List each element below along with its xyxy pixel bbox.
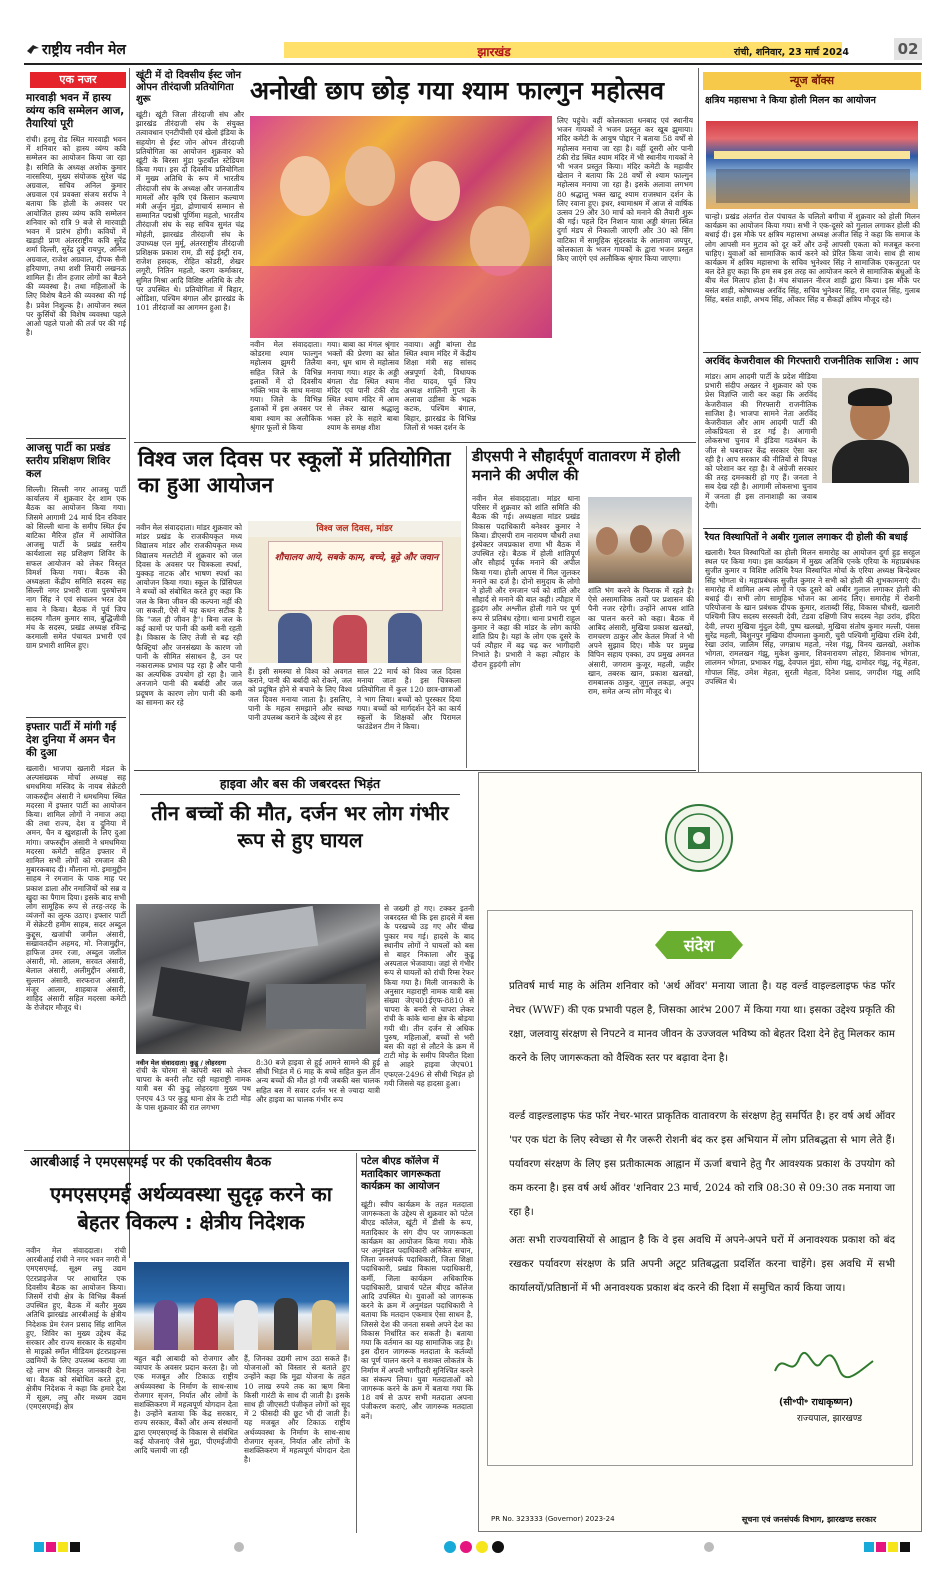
rbi-col1: नवीन मेल संवाददाता। रांची आरबीआई रांची ने नगर भवन नगरी में एमएसएमई, सूक्ष्म लघु उद्यम एंटरप्राइजेज पर आधारित एक दिवसीय बैठक का आयोजन किया। जिसमें रांची क्षेत्र के विभिन्न बैंकर्स उपस्थित हुए, बैठक में बतौर मुख्य अतिथि झारखंड आरबीआई के क्षेत्रीय निदेशक प्रेम रंजन प्रसाद सिंह शामिल हुए, शिविर का मुख्य उद्देश्य केंद्र सरकार और राज्य सरकार के सहयोग से माइक्रो स्मॉल मीडियम इंटरप्राइज्स उद्यमियों के लिए उपलब्ध कराया जा रहे लाभ की विस्तृत जानकारी देना था। बैठक को संबोधित करते हुए, क्षेत्रीय निदेशक ने कहा कि हमारे देश में सूक्ष्म, लघु और मध्यम उद्यम (एमएसएमई) क्षेत्र bbox=[26, 1246, 126, 1412]
divider bbox=[134, 442, 696, 443]
dateline: रांची, शनिवार, 23 मार्च 2024 bbox=[734, 47, 849, 58]
saudharpurna-headline: डीएसपी ने सौहार्दपूर्ण वातावरण में होली मनाने की अपील की bbox=[472, 449, 681, 484]
signatory-title: राज्यपाल, झारखण्ड bbox=[797, 1414, 862, 1424]
divider bbox=[26, 438, 126, 439]
divider bbox=[140, 794, 460, 795]
news-box-n3-head: रैयत विस्थापितों ने अबीर गुलाल लगाकर दी होली की बधाई bbox=[705, 532, 908, 543]
ek-nazar-s1-head: मारवाड़ी भवन में हास्य व्यंग्य कवि सम्मेलन आज, तैयारियां पूरी bbox=[26, 92, 125, 130]
haiwa-bus-col1: रांची के चोरमा से कांपरी बस को लेकर चापरा के बनरी लौट रही महाराष्ट्री नामक यात्री बस की कुडू लोहरदगा मुख्य पथ एनएच 43 पर कुडू थाना क्षेत्र के टाटी मोड़ के पास शुक्रवार की रात लगभग bbox=[136, 1066, 251, 1112]
section-title: झारखंड bbox=[477, 45, 511, 59]
col-rule-rbi bbox=[356, 1153, 357, 1533]
jal-divas-col2: हैं। इसी समस्या से विश्व को अवगत कराने, पानी की बर्बादी को रोकने, जल को प्रदूषित होने से बचाने के लिए विश्व जल दिवस मनाया जाता है। इसलिए, पानी के महत्व समझाने और स्वच्छ पानी उपलब्ध कराने के उद्देश्य से हर bbox=[248, 667, 352, 723]
banner-text: विश्व जल दिवस, मांडर bbox=[248, 521, 461, 537]
divider bbox=[703, 528, 921, 529]
accident-photo bbox=[136, 904, 380, 1054]
governor-signature bbox=[769, 1345, 879, 1385]
dept-footer: सूचना एवं जनसंपर्क विभाग, झारखण्ड सरकार bbox=[741, 1515, 877, 1524]
rbi-col3: हैं, जिनका उद्यमी लाभ उठा सकते हैं। योजनाओं को विस्तार से बताते हुए उन्होंने कहा कि मुद्रा योजना के तहत 10 लाख रुपये तक का ऋण बिना किसी गारंटी के साथ दी जाती है। इसके साथ ही जीएसटी पंजीकृत लोगों को सूद में 2 फीसदी की छूट भी दी जाती है। यह मजबूत और टिकाऊ राष्ट्रीय अर्थव्यवस्था के निर्माण के साथ-साथ रोजगार सृजन, निर्यात और लोगों के सशक्तिकरण में महत्वपूर्ण योगदान देता है। bbox=[244, 1354, 350, 1465]
phalgun-col1: नवीन मेल संवाददाता। कोडरमा श्याम फाल्गुन महोत्सव झुमरी तिलैया सहित जिले के विभिन्न इलाकों में दो दिवसीय भक्ति भाव के साथ मनाया गया। जिले के विभिन्न इलाकों में इस अवसर पर बाबा श्याम का अलौकिक श्रृंगार फूलों से किया bbox=[250, 340, 322, 432]
col-rule-right bbox=[698, 68, 699, 824]
news-box-n3-body: खलारी। रैयत विस्थापितों का होली मिलन समारोह का आयोजन दुर्गा हुड़ सरहुल स्थल पर किया गया। इस कार्यक्रम में मुख्य अतिथि एनके एरिया के महाप्रबंधक सुजीत कुमार व विशिष्ट अतिथि रैयत विस्थापित मोर्चा के एरिया अध्यक्ष बिन्देश्वर सिंह भोगता थे। महाप्रबंधक सुजीत कुमार ने सभी को होली की शुभकामनाएं दी। समारोह में शामिल अन्य लोगों ने एक दूसरे को अबीर गुलाल लगाकर होली की बधाई दी। सभी लोग सामूहिक भोजन का आनंद लिए। समारोह में रोशनी परियोजना के खान प्रबंधक दीपक कुमार, शताब्दी सिंह, विकास चौधरी, खलारी पश्चिमी जिप सदस्य सरस्वती देवी, टंडवा दक्षिणी जिप सदस्य नेहा उरांव, इंदिरा देवी, लपरा मुखिया मुंदुल देवी, पुष्प खलखो, मुखिया संतोष कुमार मल्ली, पंसस सुरेंद्र महली, बिशुनपुर मुखिया दीपमाला कुमारी, चुरी पश्चिमी मुखिया रश्मि देवी, रेखा उरांव, जालिम सिंह, जगन्नाथ महतो, नरेश गंझू, विनय खलखो, अशोक भोगता, रामलखन गंझू, मुकेश कुमार, शिवनारायण लोहरा, शिवनाथ भोगता, लालमन भोगता, प्रभाकर गंझू, देवपाल मुंडा, सोमा गंझू, दामोदर गंझू, नंदू मेहता, गोपाल सिंह, उमेश मेहता, सुरती मेहता, दिनेश प्रसाद, जगदीश गंझू आदि उपस्थित थे। bbox=[705, 548, 920, 686]
patel-body: खूंटी। स्वीप कार्यक्रम के तहत मतदाता जागरूकता के उद्देश्य से शुक्रवार को पटेल बीएड कॉलेज, खूंटी में डीसी के रूप, मतादिकार के संग दीप पर जागरूकता कार्यक्रम का आयोजन किया गया। मौके पर अनुमंडल पदाधिकारी अनिकेत सचान, जिला जनसंपर्क पदाधिकारी, जिला शिक्षा पदाधिकारी, प्रखंड विकास पदाधिकारी, कर्मी, जिला कार्यक्रम अधिकारिक पदाधिकारी, प्राचार्य पटेल बीएड कॉलेज आदि उपस्थित थे। युवाओं को जागरूक करने के क्रम में अनुमंडल पदाधिकारी ने बताया कि मतदान एकमात्र ऐसा साधन है, जिससे देश की जनता सबसे अपने देश का विकास निर्धारित कर सकती है। बताया गया कि वर्तमान का यह सामाजिक जड़ है। इस दौरान जागरूक मतदाता के कर्तव्यों का पूर्ण पालन करने व सशक्त लोकतंत्र के निर्माण में अपनी भागीदारी सुनिश्चित करने का संकल्प लिया। युवा मतदाताओं को जागरूक करने के क्रम में बताया गया कि 18 वर्ष से ऊपर सभी मतदाता अपना पंजीकरण कराएं, और जागरूक मतदाता बनें। bbox=[361, 1200, 473, 1421]
news-box-n1-head: क्षत्रिय महासभा ने किया होली मिलन का आयोजन bbox=[705, 95, 876, 106]
phalgun-col3: नवाया। अड्डी बांग्ला रोड स्थित श्याम मंदिर में केंद्रीय शिक्षा मंत्री सह सांसद अन्नपूर्णा देवी, विधायक नीरा यादव, पूर्व जिप अध्यक्ष शालिनी गुप्ता के अलावा उड़ीसा के भद्रक कटक, पश्चिम बंगाल, बिहार, झारखंड के विभिन्न जिलों से भक्त दर्शन के bbox=[404, 340, 476, 432]
jal-divas-col3: साल 22 मार्च को विश्व जल दिवस मनाया जाता है। इस चित्रकला प्रतियोगिता में कुल 120 छात्र-छात्राओं ने भाग लिया। बच्चों को पुरस्कार दिया गया। बच्चों को मार्गदर्शन देने का कार्य स्कूलों के शिक्षकों और पिरामल फाउंडेशन टीम ने किया। bbox=[357, 667, 461, 732]
sandesh-notice bbox=[478, 772, 922, 1532]
divider bbox=[26, 717, 126, 718]
haiwa-bus-headline: तीन बच्चों की मौत, दर्जन भर लोग गंभीर रूप से हुए घायल bbox=[151, 801, 449, 852]
paper-name: राष्ट्रीय नवीन मेल bbox=[42, 42, 126, 58]
drawing-sheet bbox=[268, 541, 443, 611]
ek-nazar-s2-head: आजसु पार्टी का प्रखंड स्तरीय प्रशिक्षण शिविर कल bbox=[26, 442, 111, 480]
sandesh-p1: प्रतिवर्ष मार्च माह के अंतिम शनिवार को 'अर्थ ऑवर' मनाया जाता है। यह वर्ल्ड वाइल्डलाइफ फंड फॉर नेचर (WWF) की एक प्रभावी पहल है, जिसका आरंभ 2007 में किया गया था। इसका उद्देश्य प्रकृति की रक्षा, जलवायु संरक्षण से निपटने व मानव जीवन के उज्जवल भविष्य को बेहतर दिशा देने हेतु मिलकर काम करने के लिए जागरूकता को वैश्विक स्तर पर बढ़ावा देना है। bbox=[509, 981, 895, 1064]
patel-head: पटेल बीएड कॉलेज में मतादिकार जागरूकता कार्यक्रम का आयोजन bbox=[361, 1156, 441, 1192]
phalgun-col2: गया। बाबा का मंगल श्रृंगार भक्तों की प्रेरणा का स्रोत बना, धूम धाम से महोत्सव मनाया गया। शहर के अड्डी बंगला रोड स्थित श्याम मंदिर एवं पानी टंकी रोड स्थित श्याम मंदिर में आम से लेकर खास श्रद्धालु भक्त हरे के सहारे बाबा श्याम के समक्ष शीश bbox=[327, 340, 399, 432]
rbi-headline: एमएसएमई अर्थव्यवस्था सुदृढ़ करने का बेहतर विकल्प : क्षेत्रीय निदेशक bbox=[50, 1182, 332, 1234]
ek-nazar-s2-body: सिल्ली। सिल्ली नगर आजसु पार्टी कार्यालय में शुक्रवार देर शाम एक बैठक का आयोजन किया गया। जिसमे आगामी 24 मार्च दिन रविवार को सिल्ली थाना के समीप स्थित ईच बाटिका मैरिज हॉल में आयोजित आजसु पार्टी के प्रखंड स्तरीय कार्यशाला सह प्रशिक्षण शिविर के सफल आयोजन को लेकर विस्तृत विमर्श किया गया। बैठक की अध्यक्षता केंद्रीय समिति सदस्य सह सिल्ली नगर प्रभारी राजा पुरुषोत्तम नाग सिंह ने एवं संचालन भरत देव साव ने किया। बैठक में पूर्व जिप सदस्य गौतम कुमार साव, बुद्धिजीवी मंच के सदस्य, प्रखंड अध्यक्ष रविन्द्र करमाली समेत पंचायत प्रभारी एवं ग्राम प्रभारी शामिल हुए। bbox=[26, 485, 126, 651]
bird-logo-icon bbox=[26, 41, 40, 55]
color-registration-strip bbox=[24, 1540, 922, 1554]
jal-divas-headline: विश्व जल दिवस पर स्कूलों में प्रतियोगिता का हुआ आयोजन bbox=[138, 446, 451, 497]
haiwa-bus-kicker: हाइवा और बस की जबरदस्त भिड़ंत bbox=[219, 776, 381, 791]
sandesh-title: संदेश bbox=[683, 936, 715, 955]
sandesh-p2: वर्ल्ड वाइल्डलाइफ फंड फॉर नेचर-भारत प्राकृतिक वातावरण के संरक्षण हेतु समर्पित है। हर वर्ष अर्थ ऑवर 'पर एक घंटा के लिए स्वेच्छा से गैर जरूरी रोशनी बंद कर इस अभियान में लोग प्रतिबद्धता से भाग लेते हैं। पर्यावरण संरक्षण के लिए इस प्रतीकात्मक आह्वान में ऊर्जा बचाने हेतु गैर आवश्यक प्रकाश के उपयोग को कम करना है। इस वर्ष अर्थ ऑवर 'शनिवार 23 मार्च, 2024 को रात्रि 08:30 से 09:30 तक मनाया जा रहा है। bbox=[509, 1111, 895, 1218]
news-box-n2-head: अरविंद केजरीवाल की गिरफ्तारी राजनीतिक साजिश : आप bbox=[705, 356, 919, 367]
masthead bbox=[24, 38, 922, 62]
peace-committee-photo bbox=[588, 497, 692, 583]
signatory-name: (सी॰पी॰ राधाकृष्णन) bbox=[779, 1397, 853, 1408]
news-box-n2-body: मांडर। आम आदमी पार्टी के प्रदेश मीडिया प्रभारी संदीप अख्तर ने शुक्रवार को एक प्रेस विज्ञप्ति जारी कर कहा कि अरविंद केजरीवाल की गिरफ्तारी राजनीतिक साजिश है। भाजपा सामने नेता अरविंद केजरीवाल और आम आदमी पार्टी की लोकप्रियता से डर गई है। आगामी लोकसभा चुनाव में इंडिया गठबंधन के जीत से घबराकर केंद्र सरकार ऐसा कर रही है। आप सरकार की नीतियों से विपक्ष को परेशान कर रहा है। वे अंग्रेजी सरकार की तरह दमनकारी हो गए हैं। जनता ने सब देख रही है। आगामी लोकसभा चुनाव में जनता ही इस तानाशाही का जवाब देगी। bbox=[705, 372, 817, 510]
rajbhavan-seal-icon bbox=[664, 803, 734, 873]
masthead-rule bbox=[24, 63, 922, 65]
rbi-col2: बहुत बड़ी आबादी को रोजगार और व्यापार के अवसर प्रदान करता है। जो एक मजबूत और टिकाऊ राष्ट्रीय अर्थव्यवस्था के निर्माण के साथ-साथ रोजगार सृजन, निर्यात और लोगों के सशक्तिकरण में महत्वपूर्ण योगदान देता है। उन्होंने बताया कि केंद्र सरकार, राज्य सरकार, बैंकों और अन्य संस्थानों द्वारा एमएसएमई के विकास से संबंधित कई योजनाएं जैसे मुद्रा, पीएमईजीपी आदि चलायी जा रही bbox=[134, 1354, 238, 1456]
news-box-tag: न्यूज बॉक्स bbox=[703, 72, 921, 90]
rbi-kicker: आरबीआई ने एमएसएमई पर की एकदिवसीय बैठक bbox=[30, 1155, 272, 1170]
jal-divas-col1: नवीन मेल संवाददाता। मांडर शुक्रवार को मांडर प्रखंड के राजकीयकृत मध्य विद्यालय मांडर और राजकीयकृत मध्य विद्यालय मलटोटी में शुक्रवार को जल दिवस के अवसर पर चित्रकला स्पर्धा, युक्कड़ नाटक और भाषण स्पर्धा का आयोजन किया गया। स्कूल के प्रिंसिपल ने बच्चों को संबोधित करते हुए कहा कि जल के बिना जीवन की कल्पना नहीं की जा सकती, ऐसे में यह कथन सटीक है कि "जल ही जीवन है"। बिना जल के कई कामों पर पानी की कमी बनी रहती है। विकास के लिए तेजी से बढ़ रही फैक्ट्रियां और जनसंख्या के कारण जो पानी के सीमित संसाधन है, उन पर नकारात्मक प्रभाव पड़ रहा है और पानी का अत्यधिक उपयोग हो रहा है। जाने अनजाने पानी की बर्बादी और जल प्रदूषण के कारण लोग पानी की कमी का सामना कर रहे bbox=[136, 523, 242, 707]
ek-nazar-s3-head: इफ्तार पार्टी में मांगी गई देश दुनिया में अमन चैन की दुआ bbox=[26, 721, 117, 759]
saudharpurna-col2: शांति भंग करने के फिराक में रहते है। ऐसे असामाजिक तत्वों पर प्रशासन की पैनी नजर रहेगी। उन्होंने आपस शांति का पालन करने को कहा। बैठक में आबिद अंसारी, मुखिया प्रकाश खलखो, रामचरण ठाकुर और केतल मिर्जा ने भी अपने सुझाव दिए। मौके पर प्रमुख विपिन सहाय एक्का, उप प्रमुख अमनत अंसारी, जगराम कुजूर, महली, जहीर खान, तबरक खान, प्रकाश खलखो, रामबालक ठाकुर, जुगुल लकड़ा, अनूप राम, समेत अन्य लोग मौजूद थे। bbox=[588, 586, 694, 697]
ek-nazar-tag: एक नजर bbox=[30, 72, 126, 88]
haiwa-bus-col3: से जख्मी हो गए। टक्कर इतनी जबरदस्त थी कि इस हादसे में बस के परखच्चे उड़ गए और चीख पुकार मच गई। हादसे के बाद स्थानीय लोगों ने घायलों को बस से बाहर निकाला और कुडू अस्पताल भेजवाया। जहां से गंभीर रूप से घायलों को रांची रिम्स रेफर किया गया है। मिली जानकारी के अनुसार महाराष्ट्री नामक यात्री बस संख्या जेएच01ईएफ-8810 से चापरा के बनरी से चापरा लेकर रांची के कांके थाना क्षेत्र के बोड़या गयी थी। तीन दर्जन से अधिक पुरुष, महिलाओं, बच्चों से भरी बस की वहां से लौटने के क्रम में टाटी मोड़ के समीप विपरीत दिशा से आहरे हाइवा जेएच01 एफएल-2496 से सीधी भिड़ंत हो गयी जिससे यह हादसा हुआ। bbox=[384, 904, 474, 1088]
holi-celebration-photo bbox=[250, 116, 552, 338]
sandesh-p3: अतः सभी राज्यवासियों से आह्वान है कि वे इस अवधि में अपने-अपने घरों में अनावश्यक प्रकाश को बंद रखकर पर्यावरण संरक्षण के प्रति अपनी अटूट प्रतिबद्धता प्रदर्शित करना चाहेंगे। इस अवधि में सभी कार्यालयों/प्रतिष्ठानों में भी अनावश्यक प्रकाश बंद करने की दिशा में समुचित कार्य किया जाय। bbox=[509, 1235, 895, 1294]
divider bbox=[24, 1150, 476, 1151]
ek-nazar-s1-body: रांची। हरमू रोड स्थित मारवाड़ी भवन में शनिवार को हास्य व्यंग्य कवि सम्मेलन का आयोजन किया जा रहा है। समिति के अध्यक्ष अशोक कुमार नारसरिया, मुख्य संयोजक सुरेश चंद्र अग्रवाल, सचिव अनिल कुमार अग्रवाल एवं प्रवक्ता संजय सर्राफ ने बताया कि होली के अवसर पर आयोजित हास्य व्यंग्य कवि सम्मेलन शनिवार को रात्रि 9 बजे से मारवाड़ी भवन में प्रारंभ होगी। कवियों में खड़ाही प्राण अंतरराष्ट्रीय कवि सुरेंद्र शर्मा दिल्ली, सुरेंद्र दुबे रायपुर, अनिल अग्रवाल, राजेश अग्रवाल, दीपक सैनी हरियाणा, तथा शशी तिवारी लखनऊ शामिल हैं। तीन हजार लोगों का बैठने की व्यवस्था है। तथा महिलाओं के लिए विशेष बैठने की व्यवस्था की गई है। प्रवेश निशुल्क है। आयोजन स्थल पर कुर्सियों की विशेष व्यवस्था पहले आओ पहले पाओ की तर्ज पर की गई है। bbox=[26, 135, 126, 338]
news-box-n1-body: चान्हो। प्रखंड अंतर्गत रोल पंचायत के चलितो बगीचा में शुक्रवार को होली मिलन कार्यक्रम का आयोजन किया गया। सभी ने एक-दूसरे को गुलाल लगाकर होली की बधाई दी। इस मौके पर क्षत्रिय महासभा अध्यक्ष अजीत सिंह ने कहा कि समाज के लोग आपसी मन मुटाव को दूर करें और उन्हें आपसी एकता को मजबूत करना चाहिए। युवाओं को सामाजिक कार्य करने को प्रेरित किया जाये। साथ ही साथ कार्यक्रम में क्षत्रिय महासभा के सचिव भुनेश्वर सिंह ने सामाजिक एकजुटता पर बल देते हुए कहा कि हम सब इस तरह का आयोजन करने से सामाजिक बंधुओं के बीच मेल मिलाप होता है। मंच संचालन नीरज शाही द्वारा किया। इस मौके पर बसंत शाही, कोषाध्यक्ष अरविंद सिंह, सचिव भुनेश्वर सिंह, राम दयाल सिंह, गुलाब सिंह, बसंत शाही, अभय सिंह, ओंकार सिंह व सैकड़ों क्षत्रिय मौजूद रहे। bbox=[705, 212, 920, 304]
divider bbox=[703, 352, 921, 353]
col-rule-left bbox=[129, 68, 130, 1258]
saudharpurna-col1: नवीन मेल संवाददाता। मांडर थाना परिसर में शुक्रवार को शांति समिति की बैठक की गई। अध्यक्षता मांडर प्रखंड विकास पदाधिकारी बनेश्वर कुमार ने किया। डीएसपी राम नारायण चौधरी तथा इंस्पेक्टर जयप्रकाश राणा भी बैठक में उपस्थित रहे। बैठक में होली शांतिपूर्ण और सौहार्द पूर्वक मनाने की अपील किया गया। होली आपस में मिल जुलकर मनाने का दर्ज है। दोनो समुदाय के लोगो ने होली और रमजान पर्व को शांति और सौहार्द से मनाने की बात कही। त्यौहार में हुड़दंग और अश्लील होली गाने पर पूर्ण रूप से प्रतिबंध रहेगा। थाना प्रभारी राहुल कुमार ने कहा की मांडर के लोग काफी शांति प्रिय है। यहां के लोग एक दूसरे के पर्व त्यौहार में बढ़ चढ़ कर भागीदारी निभाते है। प्रभारी ने कहा त्यौहार के दौरान हुड़दंगी लोग bbox=[472, 494, 580, 669]
portrait-photo bbox=[822, 378, 919, 483]
teerandazi-body: खूंटी। खूंटी जिला तीरंदाजी संघ और झारखंड तीरंदाजी संघ के संयुक्त तत्वावधान एनटीपीसी एवं खेलो इंडिया के सहयोग से ईस्ट जोन ओपन तीरंदाजी प्रतियोगिता का आयोजन शुक्रवार को खूंटी के बिरसा मुंडा फुटबॉल स्टेडियम किया गया। इस दो दिवसीय प्रतियोगिता में मुख्य अतिथि के रूप में भारतीय तीरंदाजी संघ के अध्यक्ष और जनजातीय मामलों और कृषि एवं किसान कल्याण मंत्री अर्जुन मुंडा, द्रोणाचार्य सम्मान से सम्मानित पद्मश्री पूर्णिमा महतो, भारतीय तीरंदाजी संघ के सह सचिव सुमंत चंद्र मोहंती, झारखंड तीरंदाजी संघ के उपाध्यक्ष एल मुर्मू, अंतरराष्ट्रीय तीरंदाजी प्रशिक्षक प्रकाश राम, डी सई इंस्ट्री राव, राजेश हसदक, रोहित कोडरी, शेखर लगूरी, नितिन महतो, करण कर्माकार, सुमित मिश्रा आदि विशिष्ट अतिथि के तौर पर उपस्थित थे। प्रतियोगिता में बिहार, ओडिशा, पश्चिम बंगाल और झारखंड के 101 तीरंदाजों का आगमन हुआ है। bbox=[136, 110, 244, 313]
rbi-event-photo bbox=[134, 1262, 349, 1350]
phalgun-col4: लिए पहुंचे। वहीं कोलकाता धनबाद एवं स्थानीय भजन गायकों ने भजन प्रस्तुत कर खूब झुमाया। मंदिर कमेटी के आयुष पोद्दार ने बताया 58 वर्षों से महोत्सव मनाया जा रहा है। वहीं दूसरी ओर पानी टंकी रोड स्थित श्याम मंदिर में भी स्थानीय गायकों ने भी भजन प्रस्तुत किया। मंदिर कमेटी के महावीर खेतान ने बताया कि 28 वर्षों से श्याम फाल्गुन महोत्सव मनाया जा रहा है। इसके अलावा लगभग 80 श्रद्धालु भक्त खाटू श्याम राजस्थान दर्शन के लिए रवाना हुए। इधर, श्यामाश्रम में आज से वार्षिक उत्सव 29 और 30 मार्च को मनाने की तैयारी शुरू की गई। पहले दिन निशान यात्रा अड्डी बंगला स्थित दुर्गा मंडप से निकाली जाएगी और 30 को सिंग वाटिका में सामूहिक सुंदरकांड के आलावा जयपुर, कोलकाता के भजन गायकों के द्वारा भजन प्रस्तुत किए जाएंगे एवं अलौकिक श्रृंगार किया जाएगा। bbox=[557, 116, 693, 264]
drawing-text: शौचालय आये, सबके काम, बच्चे, बूढ़े और जवान bbox=[274, 553, 439, 563]
students-drawing-photo bbox=[248, 521, 461, 663]
phalgun-headline: अनोखी छाप छोड़ गया श्याम फाल्गुन महोत्सव bbox=[250, 76, 665, 105]
holi-milan-photo bbox=[706, 121, 918, 209]
teerandazi-head: खूंटी में दो दिवसीय ईस्ट जोन ओपन तीरंदाजी प्रतियोगिता शुरू bbox=[136, 70, 242, 105]
ek-nazar-s3-body: खलारी। भाजपा खलारी मंडल के अल्पसंख्यक मोर्चा अध्यक्ष सह धमधमिया मस्जिद के नायब सेक्रेटरी जाकरुद्दीन अंसारी ने धमधमिया स्थित मदरसा में इफ्तार पार्टी का आयोजन किया। शामिल लोगों ने नमाज अदा की तथा राज्य, देश व दुनिया में अमन, चैन व खुशहाली के लिए दुआ मांगा। जफरुद्दीन अंसारी ने धमधमिया मदरसा कमेटी सहित इफ्तार में शामिल सभी लोगों को रमजान की मुबारकबाद दी। मौलाना मो. इमामुद्दीन साहब ने रमजान के पाक माह पर प्रकाश डाला और नमाजियों को सब्र व खुदा का पैगाम दिया। इसके बाद सभी लोग सामूहिक रूप से तरह-तरह के व्यंजनों का लुत्फ उठाए। इफ्तार पार्टी में सेक्रेटरी हमीम साहब, सदर अब्दुल कुद्दूस, खजांची जमील अंसारी, सखावतदीन अहमद, मो. निजामुद्दीन, हाफिज उमर रजा, अब्दुल जलील अंसारी, मो. आलम, सरवत अंसारी, बेलाल अंसारी, अलीमुद्दीन अंसारी, सुल्तान अंसारी, सरफराज अंसारी, मंजूर आलम, शाहबाज अंसारी, शाहिद अंसारी सहित मदरसा कमेटी के रोजेदार मौजूद थे। bbox=[26, 764, 126, 1013]
accident-photo-caption: नवीन मेल संवाददाता। कुडू / लोहरदगा bbox=[136, 1059, 227, 1067]
pr-number: PR No. 323333 (Governor) 2023-24 bbox=[491, 1515, 615, 1523]
page-number: 02 bbox=[894, 38, 922, 60]
haiwa-bus-col2: 8:30 बजे हाइवा से हुई आमने सामने की हुई सीधी भिड़ंत में 6 माह के बच्चे सहित कुल तीन अन्य बच्चों की मौत हो गयी जबकी बस चालक सहित बस में सवार दर्जन भर से ज्यादा यात्री और हाइवा का चालक गंभीर रूप bbox=[256, 1058, 380, 1104]
divider bbox=[134, 770, 696, 771]
col-rule-mid bbox=[466, 446, 467, 768]
